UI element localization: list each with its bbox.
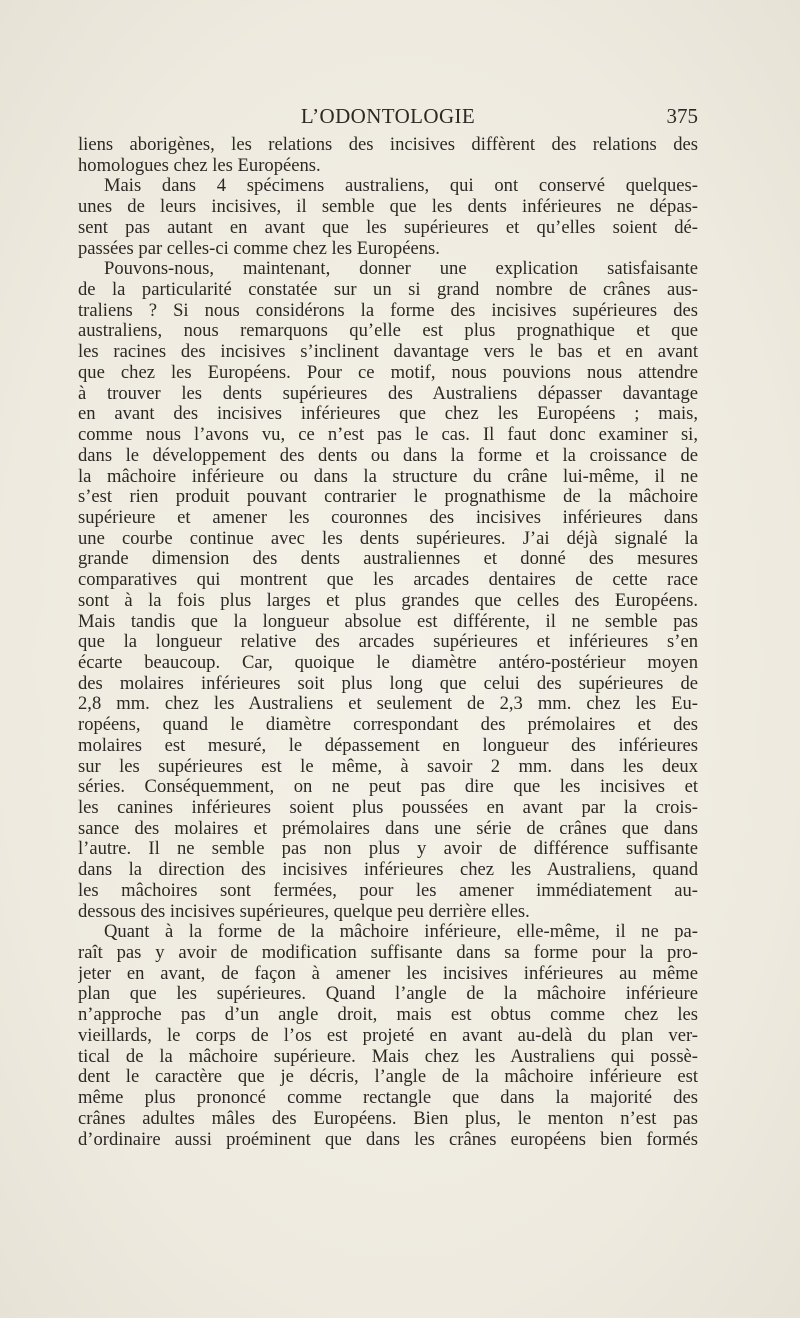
text-line: à trouver les dents supérieures des Australiens dépasser davantage: [78, 383, 698, 404]
text-line: même plus prononcé comme rectangle que dans la majorité des: [78, 1088, 698, 1109]
text-line: grande dimension des dents australiennes et donné des mesures: [78, 549, 698, 570]
text-line: les mâchoires sont fermées, pour les amener immédiatement au-: [78, 880, 698, 901]
text-line: de la particularité constatée sur un si grand nombre de crânes aus-: [78, 280, 698, 301]
text-line: n’approche pas d’un angle droit, mais est obtus comme chez les: [78, 1005, 698, 1026]
text-line: 2,8 mm. chez les Australiens et seulement de 2,3 mm. chez les Eu-: [78, 694, 698, 715]
body-text: [78, 135, 698, 1150]
page-number: 375: [666, 104, 698, 128]
text-line: unes de leurs incisives, il semble que les dents inférieures ne dépas-: [78, 197, 698, 218]
text-line: traliens ? Si nous considérons la forme des incisives supérieures des: [78, 300, 698, 321]
text-line: raît pas y avoir de modification suffisante dans sa forme pour la pro-: [78, 943, 698, 964]
page-header: [78, 104, 698, 130]
running-title: L’ODONTOLOGIE: [300, 104, 476, 128]
text-line: que chez les Européens. Pour ce motif, nous pouvions nous attendre: [78, 362, 698, 383]
text-line: vieillards, le corps de l’os est projeté en avant au-delà du plan ver-: [78, 1025, 698, 1046]
text-line: la mâchoire inférieure ou dans la structure du crâne lui-même, il ne: [78, 466, 698, 487]
text-line: Mais dans 4 spécimens australiens, qui ont conservé quelques-: [104, 176, 698, 197]
text-line: des molaires inférieures soit plus long que celui des supérieures de: [78, 673, 698, 694]
text-line: comparatives qui montrent que les arcades dentaires de cette race: [78, 570, 698, 591]
text-line: plan que les supérieures. Quand l’angle de la mâchoire inférieure: [78, 984, 698, 1005]
text-line: comme nous l’avons vu, ce n’est pas le cas. Il faut donc examiner si,: [78, 425, 698, 446]
text-line: molaires est mesuré, le dépassement en longueur des inférieures: [78, 735, 698, 756]
text-line: passées par celles-ci comme chez les Européens.: [78, 238, 440, 259]
text-line: écarte beaucoup. Car, quoique le diamètre antéro-postérieur moyen: [78, 652, 698, 673]
text-line: d’ordinaire aussi proéminent que dans les crânes européens bien formés: [78, 1129, 698, 1150]
text-line: dans la direction des incisives inférieures chez les Australiens, quand: [78, 860, 698, 881]
text-line: sur les supérieures est le même, à savoir 2 mm. dans les deux: [78, 756, 698, 777]
text-line: l’autre. Il ne semble pas non plus y avoir de différence suffisante: [78, 839, 698, 860]
text-line: crânes adultes mâles des Européens. Bien plus, le menton n’est pas: [78, 1108, 698, 1129]
text-line: dent le caractère que je décris, l’angle de la mâchoire inférieure est: [78, 1067, 698, 1088]
text-line: Quant à la forme de la mâchoire inférieure, elle-même, il ne pa-: [104, 922, 698, 943]
text-line: séries. Conséquemment, on ne peut pas dire que les incisives et: [78, 777, 698, 798]
text-line: jeter en avant, de façon à amener les incisives inférieures au même: [78, 963, 698, 984]
text-line: tical de la mâchoire supérieure. Mais chez les Australiens qui possè-: [78, 1046, 698, 1067]
text-line: sont à la fois plus larges et plus grandes que celles des Européens.: [78, 590, 698, 611]
text-line: ropéens, quand le diamètre correspondant des prémolaires et des: [78, 715, 698, 736]
text-line: Mais tandis que la longueur absolue est différente, il ne semble pas: [78, 611, 698, 632]
text-line: Pouvons-nous, maintenant, donner une explication satisfaisante: [104, 259, 698, 280]
text-line: australiens, nous remarquons qu’elle est plus prognathique et que: [78, 321, 698, 342]
text-line: homologues chez les Européens.: [78, 155, 321, 176]
text-line: dans le développement des dents ou dans la forme et la croissance de: [78, 445, 698, 466]
text-line: sance des molaires et prémolaires dans une série de crânes que dans: [78, 818, 698, 839]
text-line: les racines des incisives s’inclinent davantage vers le bas et en avant: [78, 342, 698, 363]
text-line: en avant des incisives inférieures que chez les Européens ; mais,: [78, 404, 698, 425]
text-line: que la longueur relative des arcades supérieures et inférieures s’en: [78, 632, 698, 653]
text-line: les canines inférieures soient plus poussées en avant par la crois-: [78, 798, 698, 818]
text-line: supérieure et amener les couronnes des incisives inférieures dans: [78, 507, 698, 528]
text-line: une courbe continue avec les dents supérieures. J’ai déjà signalé la: [78, 528, 698, 549]
text-line: sent pas autant en avant que les supérieures et qu’elles soient dé-: [78, 217, 698, 238]
text-line: liens aborigènes, les relations des incisives diffèrent des relations des: [78, 135, 698, 155]
text-line: s’est rien produit pouvant contrarier le prognathisme de la mâchoire: [78, 487, 698, 508]
text-line: dessous des incisives supérieures, quelque peu derrière elles.: [78, 901, 530, 922]
